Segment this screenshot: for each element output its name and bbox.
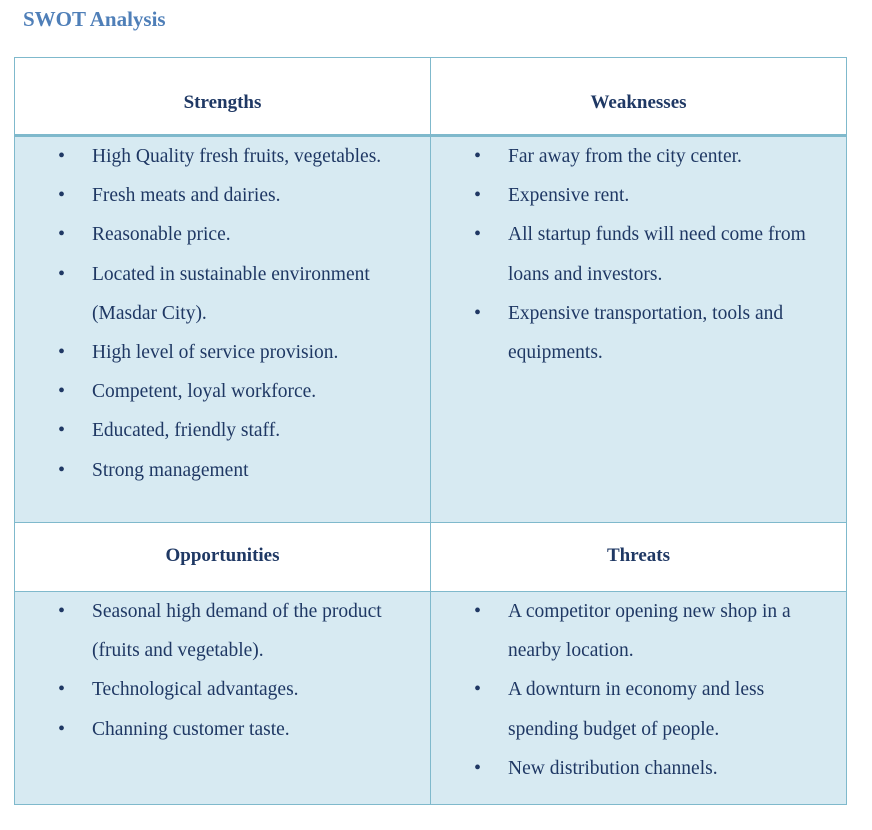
list-item: • Fresh meats and dairies. [15, 176, 430, 215]
list-item: • Strong management [15, 451, 430, 490]
list-item: • Reasonable price. [15, 215, 430, 254]
opportunities-list [15, 592, 430, 749]
weaknesses-heading: Weaknesses [431, 58, 847, 136]
list-item: • A downturn in economy and less spending budget of people. [431, 670, 846, 748]
strengths-cell [15, 136, 431, 523]
header-row-bottom [15, 523, 847, 592]
list-item: • All startup funds will need come from loans and investors. [431, 215, 846, 293]
strengths-heading: Strengths [15, 58, 431, 136]
header-row-top [15, 58, 847, 136]
list-item: • Channing customer taste. [15, 710, 430, 749]
swot-table [14, 57, 847, 805]
body-row-top [15, 136, 847, 523]
list-item: • Seasonal high demand of the product (fruits and vegetable). [15, 592, 430, 670]
strengths-list [15, 137, 430, 490]
threats-list [431, 592, 846, 788]
list-item: • Competent, loyal workforce. [15, 372, 430, 411]
list-item: • New distribution channels. [431, 749, 846, 788]
list-item: • Expensive transportation, tools and equipments. [431, 294, 846, 372]
threats-cell [431, 592, 847, 805]
page-title: SWOT Analysis [23, 7, 166, 31]
list-item: • Far away from the city center. [431, 137, 846, 176]
list-item: • Located in sustainable environment (Masdar City). [15, 255, 430, 333]
list-item: • Technological advantages. [15, 670, 430, 709]
list-item: • Expensive rent. [431, 176, 846, 215]
weaknesses-list [431, 137, 846, 372]
body-row-bottom [15, 592, 847, 805]
list-item: • High Quality fresh fruits, vegetables. [15, 137, 430, 176]
opportunities-cell [15, 592, 431, 805]
list-item: • Educated, friendly staff. [15, 411, 430, 450]
opportunities-heading: Opportunities [15, 523, 431, 592]
threats-heading: Threats [431, 523, 847, 592]
list-item: • A competitor opening new shop in a nearby location. [431, 592, 846, 670]
list-item: • High level of service provision. [15, 333, 430, 372]
weaknesses-cell [431, 136, 847, 523]
